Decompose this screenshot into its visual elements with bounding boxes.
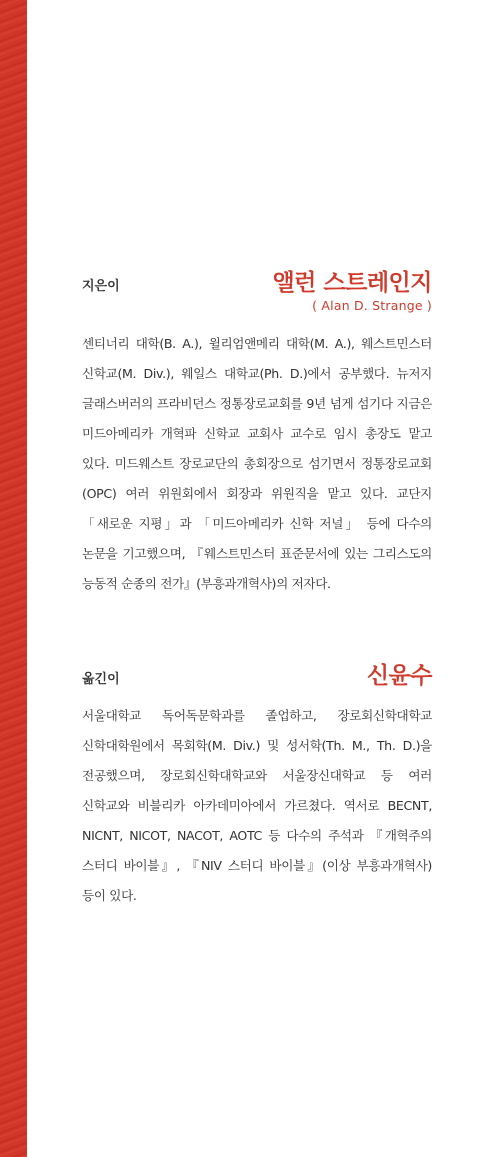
author-bio: 센티너리 대학(B. A.), 윌리엄앤메리 대학(M. A.), 웨스트민스터 신학교(M. Div.), 웨일스 대학교(Ph. D.)에서 공부했다. 뉴저지 글래스버러의 프라비던스 정통장로교회를 9년 넘게 섬기다 지금은 미드아메리카 개혁파 신학교 교회사 교수로 임시 총장도 맡고 있다. 미드웨스트 장로교단의 총회장으로 섬기면서 정통장로교회(OPC) 여러 위원회에서 회장과 위원직을 맡고 있다. 교단지 「새로운 지평」과 「미드아메리카 신학 저널」 등에 다수의 논문을 기고했으며, 『웨스트민스터 표준문서에 있는 그리스도의 능동적 순종의 전가』(부흥과개혁사)의 저자다.: [82, 336, 432, 591]
author-section: [82, 263, 432, 599]
red-edge-strip: [0, 0, 27, 1157]
author-header: [82, 263, 432, 297]
author-name: 앨런 스트레인지: [272, 270, 432, 296]
translator-header: [82, 656, 432, 690]
translator-section: [82, 656, 432, 911]
author-role-label: 지은이: [82, 279, 120, 294]
translator-role-label: 옮긴이: [82, 672, 120, 687]
translator-name: 신윤수: [366, 663, 432, 689]
translator-bio: 서울대학교 독어독문학과를 졸업하고, 장로회신학대학교 신학대학원에서 목회학(M. Div.) 및 성서학(Th. M., Th. D.)을 전공했으며, 장로회신학대학교와 서울장신대학교 등 여러 신학교와 비블리카 아카데미아에서 가르쳤다. 역서로 BECNT, NICNT, NICOT, NACOT, AOTC 등 다수의 주석과 『개혁주의 스터디 바이블』, 『NIV 스터디 바이블』(이상 부흥과개혁사) 등이 있다.: [82, 708, 432, 903]
author-name-english: ( Alan D. Strange ): [312, 298, 432, 313]
